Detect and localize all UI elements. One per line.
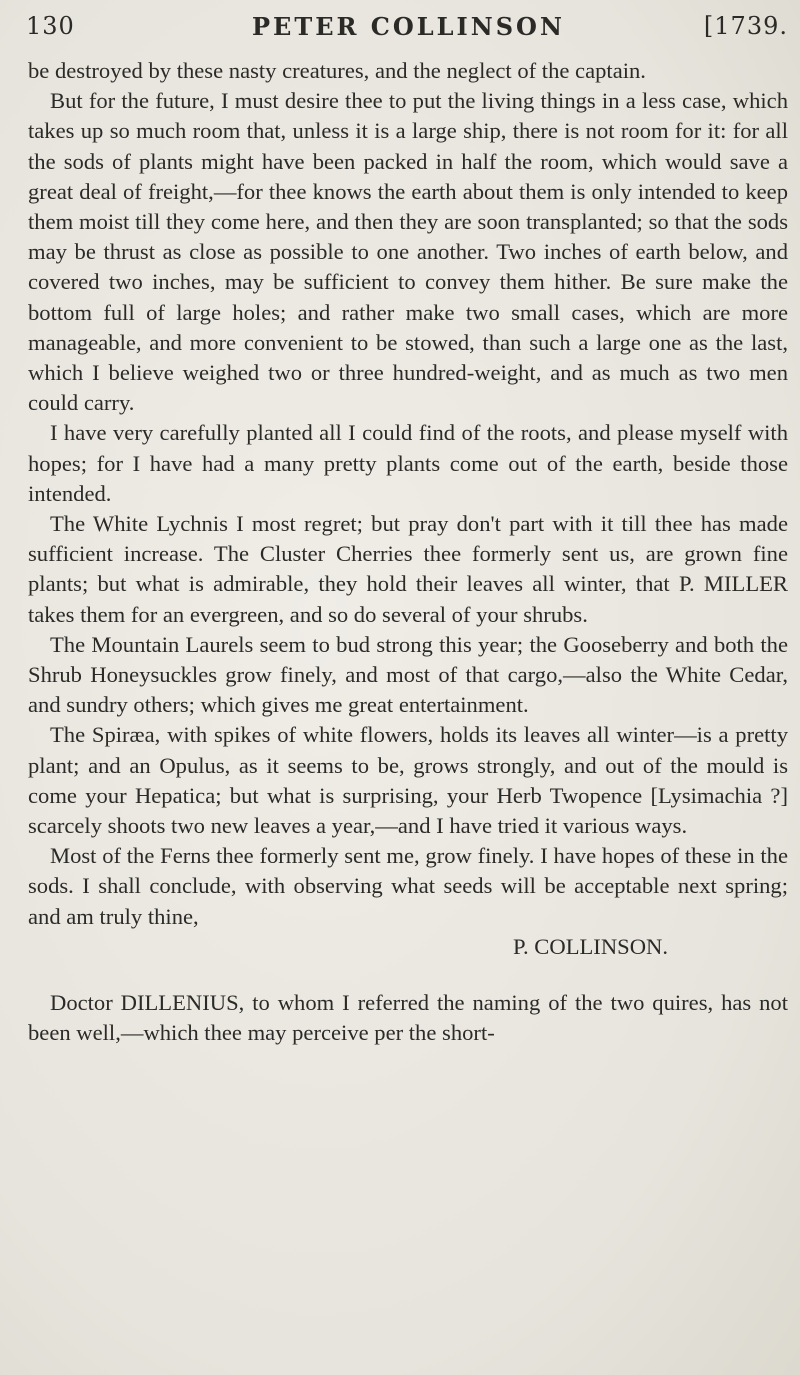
paragraph: The Spiræa, with spikes of white flowers, holds its leaves all winter—is a pretty plant; and an Opulus, as it seems to be, grows strongly, and out of the mould is come your Hepatica; but what is surprising, your Herb Twopence [Lysimachia ?] scarcely shoots two new leaves a year,—and I have tried it various ways.: [28, 722, 788, 839]
page-number: 130: [26, 12, 75, 40]
paragraph: Most of the Ferns thee formerly sent me, grow finely. I have hopes of these in the sods. I shall conclude, with observing what seeds will be acceptable next spring; and am truly thine,: [28, 843, 788, 929]
running-header: [26, 12, 788, 46]
postscript: Doctor DILLENIUS, to whom I referred the naming of the two quires, has not been well,—which thee may perceive per the short-: [28, 990, 788, 1046]
paragraph: be destroyed by these nasty creatures, and the neglect of the captain.: [28, 58, 646, 83]
letter-body: [28, 56, 788, 1049]
signature: P. COLLINSON.: [512, 933, 668, 959]
paragraph: I have very carefully planted all I could find of the roots, and please myself with hopes; for I have had a many pretty plants come out of the earth, beside those intended.: [28, 420, 788, 506]
header-year: [1739.: [703, 12, 788, 40]
running-title: PETER COLLINSON: [252, 12, 565, 41]
paragraph: The Mountain Laurels seem to bud strong this year; the Gooseberry and both the Shrub Honeysuckles grow finely, and most of that cargo,—also the White Cedar, and sundry others; which gives me great entertainment.: [28, 631, 788, 718]
paragraph: The White Lychnis I most regret; but pray don't part with it till thee has made sufficient increase. The Cluster Cherries thee formerly sent us, are grown fine plants; but what is admirable, they hold their leaves all winter, that P. MILLER takes them for an evergreen, and so do several of your shrubs.: [28, 511, 788, 627]
paragraph: But for the future, I must desire thee to put the living things in a less case, which takes up so much room that, unless it is a large ship, there is not room for it: for all the sods of plants might have been packed in half the room, which would save a great deal of freight,—for thee knows the earth about them is only intended to keep them moist till they come here, and then they are soon transplanted; so that the sods may be thrust as close as possible to one another. Two inches of earth below, and covered two inches, may be sufficient to convey them hither. Be sure make the bottom full of large holes; and rather make two small cases, which are more manageable, and more convenient to be stowed, than such a large one as the last, which I believe weighed two or three hundred-weight, and as much as two men could carry.: [28, 88, 788, 416]
